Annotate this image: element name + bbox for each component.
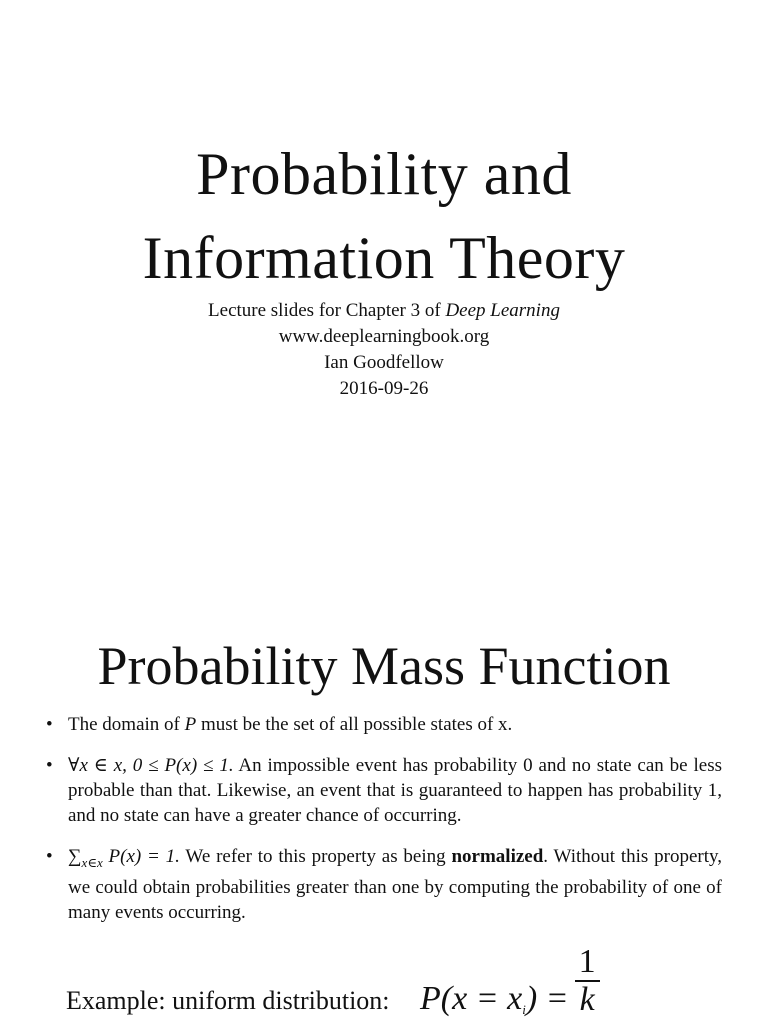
bullet3-text-a: We refer to this property as being (179, 846, 452, 867)
subtitle (0, 298, 768, 324)
bullet3-text-b: . Without this property, we could obtain probabilities greater than one by computing the probability of one of many events occurring. (68, 846, 722, 923)
formula-rhs: ) = (525, 979, 569, 1017)
bullet-list (40, 712, 722, 941)
subtitle-prefix: Lecture slides for Chapter 3 of (208, 300, 446, 321)
book-title: Deep Learning (445, 300, 560, 321)
bullet1-math: P (184, 714, 197, 735)
author: Ian Goodfellow (324, 352, 444, 373)
bullet1-text-b: must be the set of all possible states of x. (196, 714, 513, 735)
bullet1-text-a: The domain of (68, 714, 185, 735)
example-label: Example: uniform distribution: (66, 985, 390, 1015)
bullet-item-normalized (40, 844, 722, 925)
normalized-term: normalized (451, 846, 544, 867)
website: www.deeplearningbook.org (278, 326, 490, 347)
bullet3-math: P(x) = 1. (102, 846, 180, 867)
uniform-formula (420, 943, 600, 1018)
bullet-item-domain (40, 712, 722, 737)
bullet-dot-icon: • (46, 755, 53, 776)
fraction-denominator: k (579, 981, 595, 1018)
date: 2016-09-26 (339, 378, 429, 399)
bullet-dot-icon: • (46, 714, 53, 735)
formula-lhs: P(x = x (420, 979, 523, 1017)
title-line-1: Probability and (196, 141, 572, 207)
formula-subscript: i (522, 1001, 526, 1017)
fraction (575, 944, 600, 1018)
bullet2-math: ∀x ∈ x, 0 ≤ P(x) ≤ 1. (68, 755, 234, 776)
pmf-slide (0, 600, 768, 1024)
bullet-dot-icon: • (46, 846, 53, 867)
slide-title (0, 132, 768, 300)
sum-subscript: x∈x (81, 855, 103, 870)
bullet-item-range (40, 753, 722, 828)
pmf-title: Probability Mass Function (97, 636, 671, 696)
fraction-numerator: 1 (575, 944, 600, 982)
bullet2-text: An impossible event has probability 0 and no state can be less probable than that. Likewise, an event that is guaranteed to happen has probability 1, and no state can have a greater chance of occurring. (68, 755, 722, 826)
sum-symbol: ∑ (68, 846, 82, 867)
title-line-2: Information Theory (142, 225, 626, 291)
title-meta (0, 298, 768, 402)
uniform-example (66, 943, 600, 1024)
